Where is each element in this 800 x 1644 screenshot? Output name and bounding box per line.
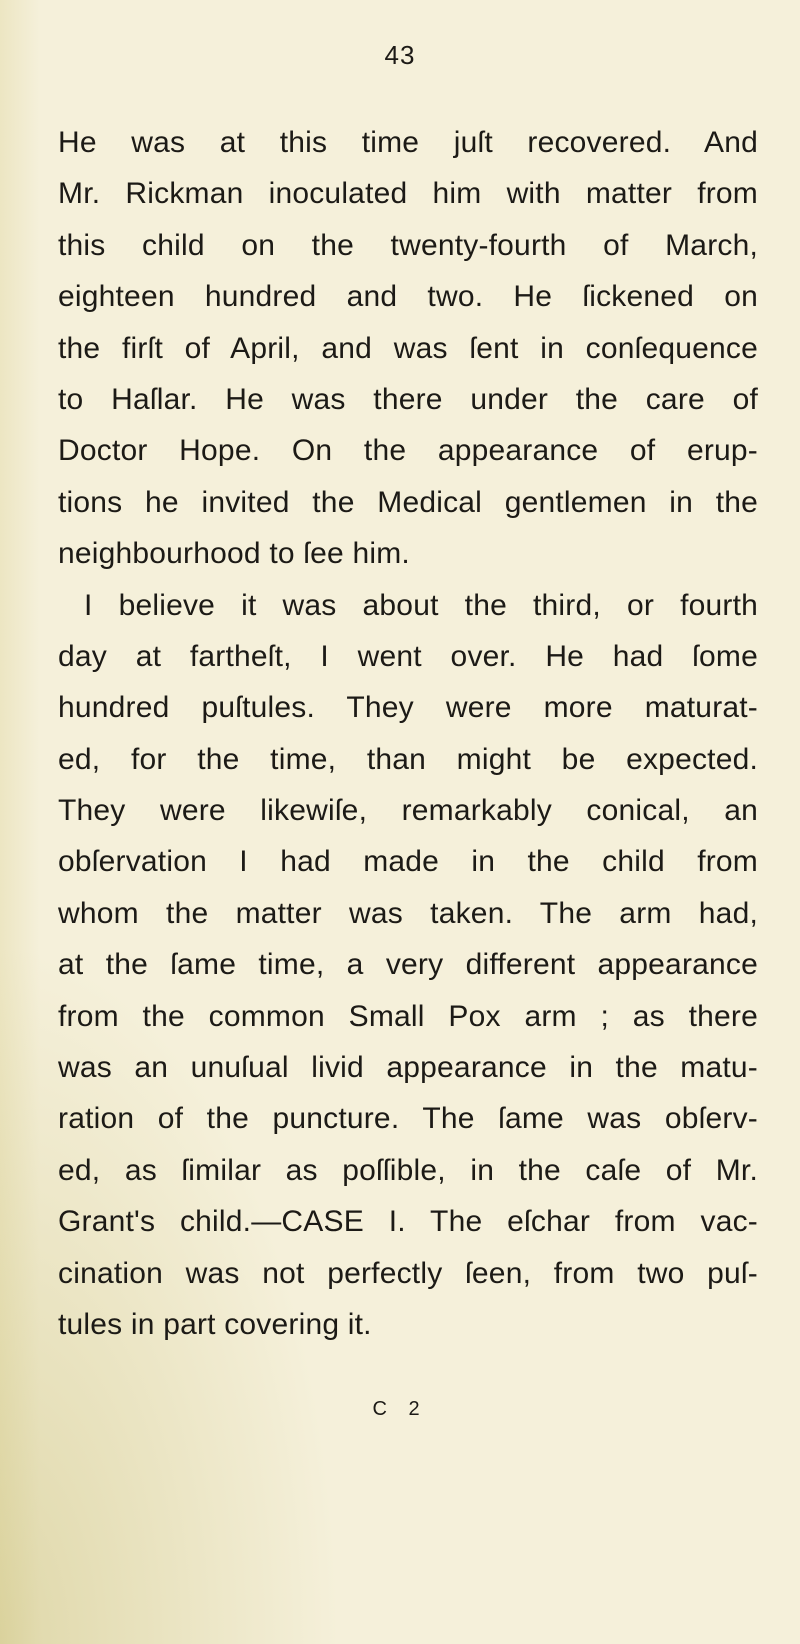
text-line: ed, for the time, than might be expected. [58,742,758,776]
body-text [58,117,758,1350]
text-line: Doctor Hope. On the appearance of erup- [58,434,758,468]
text-line: They were likewiſe, remarkably conical, an [58,794,758,828]
page-number: 43 [384,40,416,70]
text-line: Grant's child.—CASE I. The eſchar from vac- [58,1205,758,1239]
text-line: I believe it was about the third, or fourth [84,588,758,622]
text-line: from the common Small Pox arm ; as there [58,999,758,1033]
text-line: He was at this time juſt recovered. And [58,126,758,159]
text-line: tions he invited the Medical gentlemen in the [58,485,758,519]
text-line: hundred puſtules. They were more maturat- [58,691,758,725]
text-line: ration of the puncture. The ſame was obſerv- [58,1102,758,1136]
text-line: eighteen hundred and two. He ſickened on [58,280,758,314]
text-line: was an unuſual livid appearance in the matu- [58,1051,758,1085]
text-line: to Haſlar. He was there under the care of [58,382,758,416]
text-line: this child on the twenty-fourth of March, [58,228,758,262]
text-line: ed, as ſimilar as poſſible, in the caſe of Mr. [58,1153,758,1187]
text-line: neighbourhood to ſee him. [58,537,410,571]
text-line: cination was not perfectly ſeen, from two puſ- [58,1256,758,1290]
text-line: the firſt of April, and was ſent in conſequence [58,331,758,365]
text-line: tules in part covering it. [58,1307,372,1341]
text-line: day at fartheſt, I went over. He had ſome [58,639,758,673]
text-line: Mr. Rickman inoculated him with matter from [58,177,758,211]
text-line: at the ſame time, a very different appearance [58,948,758,982]
text-line: whom the matter was taken. The arm had, [58,896,758,930]
text-line: obſervation I had made in the child from [58,845,758,879]
signature-mark: C 2 [372,1398,428,1420]
